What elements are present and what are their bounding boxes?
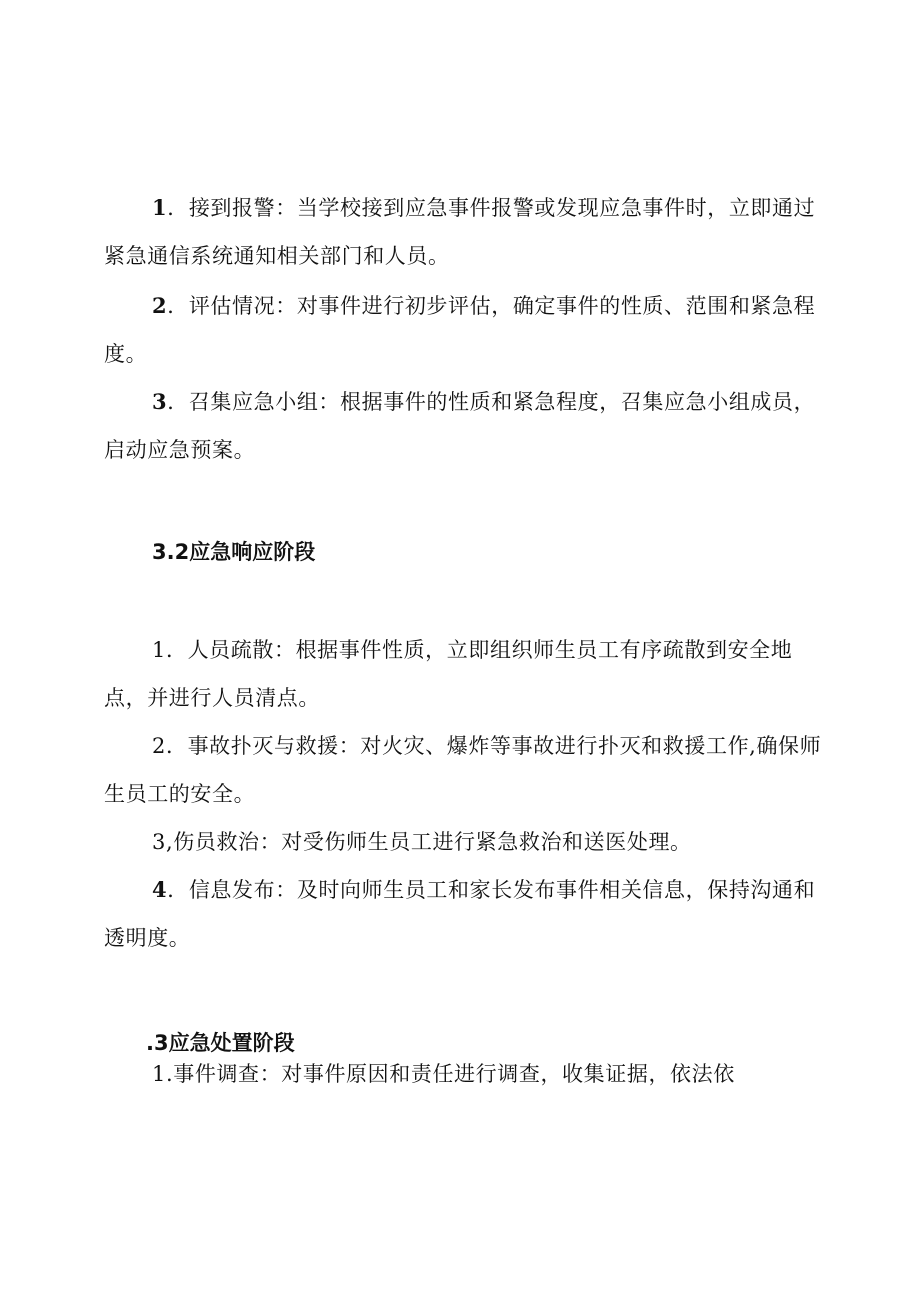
item-separator: ．: [167, 390, 189, 414]
item-separator: ．: [167, 196, 189, 220]
item-text: 事件调查：对事件原因和责任进行调查，收集证据，依法依: [173, 1062, 735, 1086]
item-number: 1: [152, 195, 168, 220]
item-text: 信息发布：及时向师生员工和家长发布事件相关信息，保持沟通和透明度。: [104, 878, 816, 950]
item-text: 评估情况：对事件进行初步评估，确定事件的性质、范围和紧急程度。: [104, 294, 816, 366]
paragraph-3-2-item-3: [104, 818, 824, 866]
paragraph-3-2-item-4: [104, 866, 824, 962]
paragraph-3-2-item-1: [104, 626, 824, 722]
item-separator: ．: [165, 734, 188, 758]
item-number: 1.: [152, 1062, 174, 1086]
item-text: 伤员救治：对受伤师生员工进行紧急救治和送医处理。: [173, 830, 692, 854]
item-number: 3: [152, 389, 168, 414]
item-text: 事故扑灭与救援：对火灾、爆炸等事故进行扑灭和救援工作,确保师生员工的安全。: [104, 734, 822, 806]
item-number: 3,: [152, 830, 174, 854]
item-text: 人员疏散：根据事件性质，立即组织师生员工有序疏散到安全地点，并进行人员清点。: [104, 638, 793, 710]
paragraph-3-3-item-1: [104, 1050, 824, 1098]
item-text: 接到报警：当学校接到应急事件报警或发现应急事件时，立即通过紧急通信系统通知相关部门和人员。: [104, 196, 816, 268]
paragraph-3-1-item-3: [104, 378, 824, 474]
item-number: 2: [152, 293, 168, 318]
item-number: 1: [152, 638, 166, 662]
paragraph-3-2-item-2: [104, 722, 824, 818]
section-heading-3-2: 3.2应急响应阶段: [152, 540, 316, 564]
paragraph-3-1-item-2: [104, 282, 824, 378]
item-number: 2: [152, 734, 166, 758]
paragraph-3-1-item-1: [104, 184, 824, 280]
item-separator: ．: [167, 878, 189, 902]
item-text: 召集应急小组：根据事件的性质和紧急程度，召集应急小组成员，启动应急预案。: [104, 390, 816, 462]
section-heading-3-3: .3应急处置阶段: [146, 1031, 295, 1055]
item-separator: ．: [167, 294, 189, 318]
item-number: 4: [152, 877, 168, 902]
item-separator: ．: [165, 638, 188, 662]
